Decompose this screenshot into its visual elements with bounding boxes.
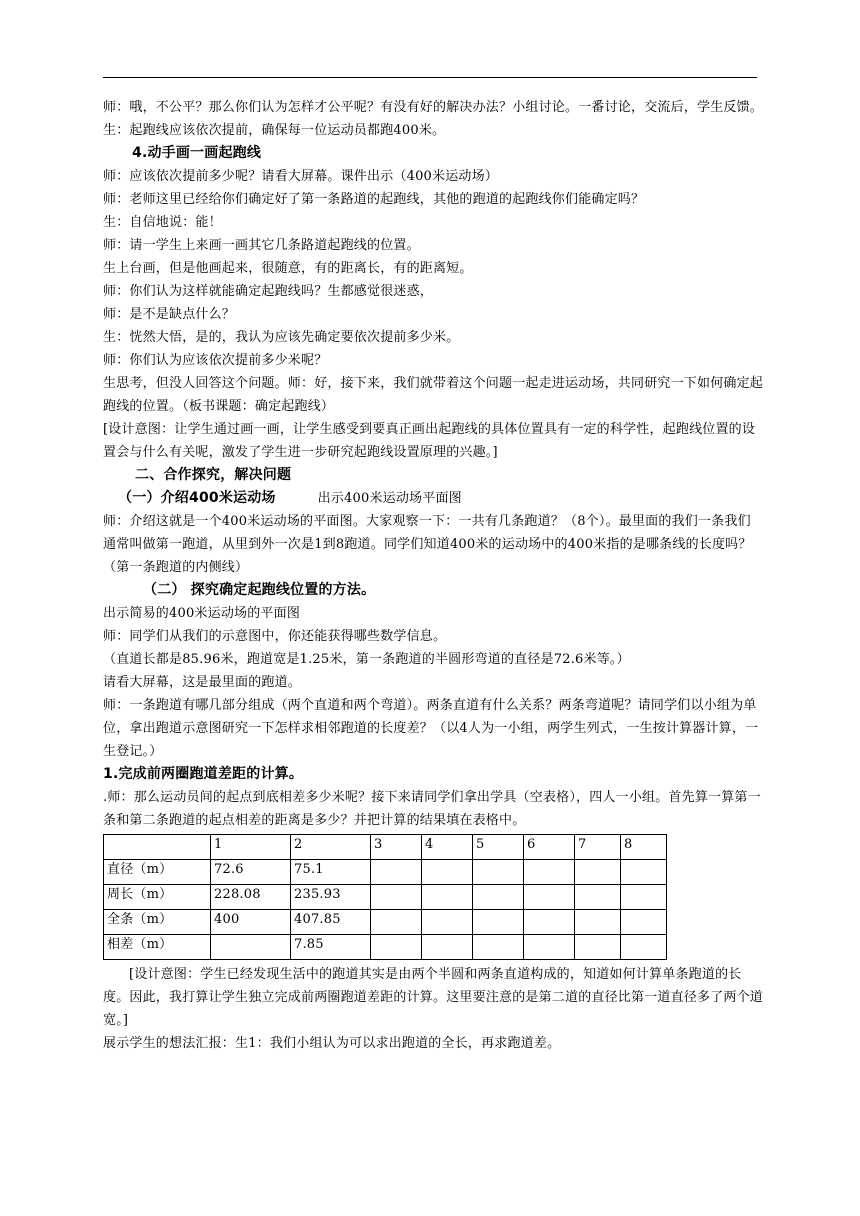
- paragraph: （直道长都是85.96米，跑道宽是1.25米，第一条跑道的半圆形弯道的直径是72.6米等。）: [103, 652, 630, 667]
- table-cell: 全条（m）: [104, 910, 211, 935]
- table-cell: 72.6: [211, 860, 291, 885]
- table-cell: [575, 860, 621, 885]
- section-heading: 4.动手画一画起跑线: [132, 145, 262, 161]
- table-cell: 8: [621, 835, 667, 860]
- table-cell: [473, 910, 524, 935]
- table-row: [104, 935, 667, 960]
- table-cell: 4: [422, 835, 473, 860]
- table-cell: [575, 935, 621, 960]
- paragraph: 师：同学们从我们的示意图中，你还能获得哪些数学信息。: [103, 629, 447, 644]
- table-cell: 周长（m）: [104, 885, 211, 910]
- table-cell: 75.1: [291, 860, 371, 885]
- paragraph: 师：请一学生上来画一画其它几条路道起跑线的位置。: [103, 238, 420, 253]
- table-cell: [104, 835, 211, 860]
- paragraph: 展示学生的想法汇报：生1：我们小组认为可以求出跑道的全长，再求跑道差。: [103, 1036, 561, 1051]
- subsection-aside: 出示400米运动场平面图: [317, 491, 462, 506]
- paragraph: 生：恍然大悟，是的，我认为应该先确定要依次提前多少米。: [103, 330, 460, 345]
- table-cell: [524, 885, 575, 910]
- table-cell: [473, 935, 524, 960]
- table-cell: 407.85: [291, 910, 371, 935]
- track-calculation-table: [103, 834, 667, 960]
- table-cell: [422, 885, 473, 910]
- document-body: [103, 96, 763, 1055]
- table-cell: 3: [371, 835, 422, 860]
- table-cell: 5: [473, 835, 524, 860]
- subsection-title: （一）介绍400米运动场: [118, 490, 276, 506]
- paragraph: 师：哦，不公平？那么你们认为怎样才公平呢？有没有好的解决办法？小组讨论。一番讨论，交流后，学生反馈。: [103, 100, 764, 115]
- table-row: [104, 910, 667, 935]
- table-cell: [211, 935, 291, 960]
- paragraph: 生：自信地说：能！: [103, 215, 222, 230]
- table-row: [104, 885, 667, 910]
- paragraph: 师：一条跑道有哪几部分组成（两个直道和两个弯道）。两条直道有什么关系？两条弯道呢？请同学们以小组为单位，拿出跑道示意图研究一下怎样求相邻跑道的长度差？（以4人为一小组，两学生列式，一生按计算器计算，一生登记。）: [103, 698, 759, 759]
- table-cell: [371, 860, 422, 885]
- paragraph: 生：起跑线应该依次提前，确保每一位运动员都跑400米。: [103, 123, 446, 138]
- table-header-row: [104, 835, 667, 860]
- design-intent-note: [设计意图：学生已经发现生活中的跑道其实是由两个半圆和两条直道构成的，知道如何计算单条跑道的长度。因此，我打算让学生独立完成前两圈跑道差距的计算。这里要注意的是第二道的直径比第一道直径多了两个道宽。]: [103, 967, 764, 1028]
- paragraph: 师：是不是缺点什么？: [103, 307, 236, 322]
- table-cell: [422, 860, 473, 885]
- section-heading: 二、合作探究，解决问题: [135, 467, 292, 483]
- table-cell: 6: [524, 835, 575, 860]
- table-cell: [621, 885, 667, 910]
- table-cell: [524, 860, 575, 885]
- paragraph: 师：应该依次提前多少呢？请看大屏幕。课件出示（400米运动场）: [103, 169, 499, 184]
- table-cell: [524, 935, 575, 960]
- table-cell: 1: [211, 835, 291, 860]
- table-cell: 7.85: [291, 935, 371, 960]
- table-cell: 7: [575, 835, 621, 860]
- table-cell: [473, 860, 524, 885]
- table-cell: [371, 910, 422, 935]
- table-cell: [524, 910, 575, 935]
- table-row: [104, 860, 667, 885]
- table-cell: [621, 935, 667, 960]
- table-cell: 2: [291, 835, 371, 860]
- table-cell: 235.93: [291, 885, 371, 910]
- paragraph: 师：介绍这就是一个400米运动场的平面图。大家观察一下：一共有几条跑道？（8个）。最里面的我们一条我们通常叫做第一跑道，从里到外一次是1到8跑道。同学们知道400米的运动场中的400米指的是哪条线的长度吗？（第一条跑道的内侧线）: [103, 514, 752, 575]
- header-rule: [103, 77, 757, 78]
- table-cell: [621, 910, 667, 935]
- paragraph: 生上台画，但是他画起来，很随意，有的距离长，有的距离短。: [103, 261, 473, 276]
- paragraph: 师：你们认为应该依次提前多少米呢？: [103, 353, 328, 368]
- paragraph: 出示简易的400米运动场的平面图: [103, 606, 301, 621]
- paragraph: 请看大屏幕，这是最里面的跑道。: [103, 675, 302, 690]
- table-cell: 直径（m）: [104, 860, 211, 885]
- table-cell: [575, 885, 621, 910]
- table-cell: [371, 935, 422, 960]
- table-cell: 400: [211, 910, 291, 935]
- table-cell: [621, 860, 667, 885]
- table-cell: [371, 885, 422, 910]
- subsection-heading: （二） 探究确定起跑线位置的方法。: [143, 582, 376, 598]
- table-cell: 相差（m）: [104, 935, 211, 960]
- design-intent-note: [设计意图：让学生通过画一画，让学生感受到要真正画出起跑线的具体位置具有一定的科学性，起跑线位置的设置会与什么有关呢，激发了学生进一步研究起跑线设置原理的兴趣。]: [103, 422, 756, 460]
- paragraph: 师：老师这里已经给你们确定好了第一条路道的起跑线，其他的跑道的起跑线你们能确定吗？: [103, 192, 645, 207]
- paragraph: .师：那么运动员间的起点到底相差多少米呢？接下来请同学们拿出学具（空表格），四人一小组。首先算一算第一条和第二条跑道的起点相差的距离是多少？并把计算的结果填在表格中。: [103, 790, 761, 828]
- paragraph: 生思考，但没人回答这个问题。师：好，接下来，我们就带着这个问题一起走进运动场，共同研究一下如何确定起跑线的位置。（板书课题：确定起跑线）: [103, 376, 764, 414]
- subsection-heading: [103, 487, 763, 510]
- table-cell: [422, 935, 473, 960]
- paragraph: 师：你们认为这样就能确定起跑线吗？生都感觉很迷惑，: [103, 284, 434, 299]
- table-cell: 228.08: [211, 885, 291, 910]
- table-cell: [575, 910, 621, 935]
- section-heading: 1.完成前两圈跑道差距的计算。: [103, 766, 304, 782]
- table-cell: [473, 885, 524, 910]
- table-cell: [422, 910, 473, 935]
